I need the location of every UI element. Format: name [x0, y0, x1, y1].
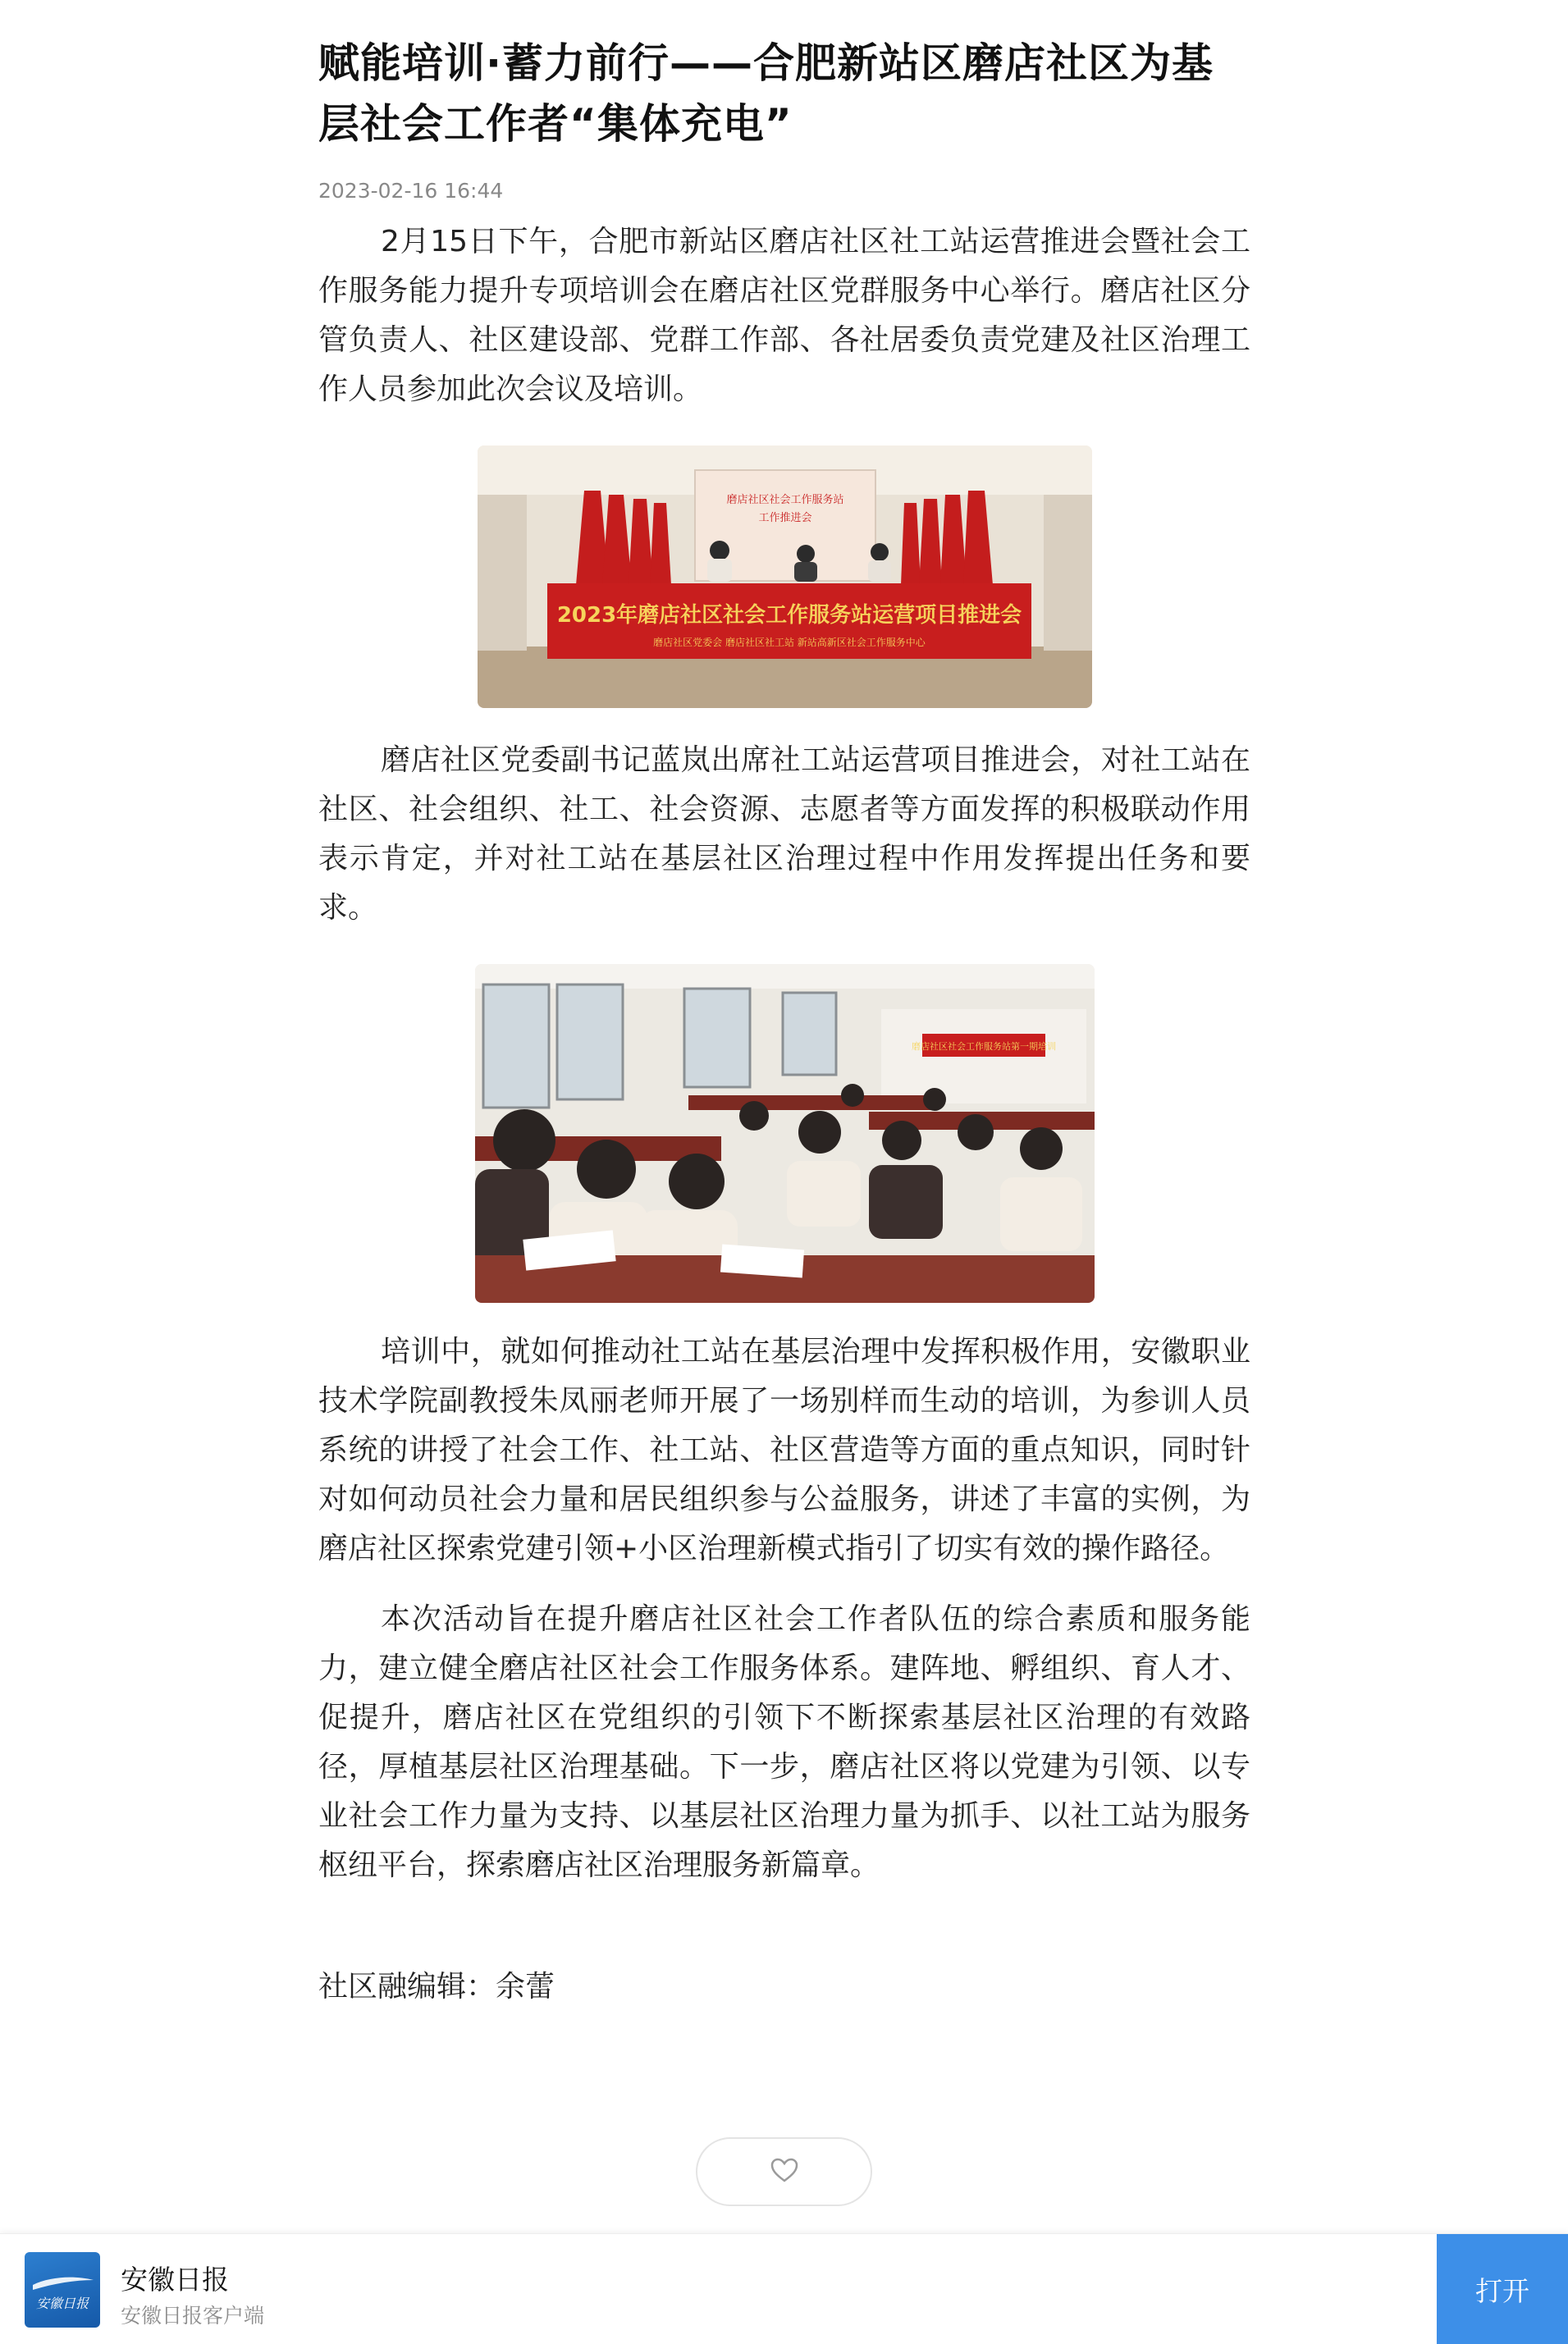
training-photo[interactable] — [475, 964, 1095, 1303]
like-button[interactable] — [696, 2137, 872, 2206]
paragraph-3: 培训中，就如何推动社工站在基层治理中发挥积极作用，安徽职业技术学院副教授朱凤丽老师开展了一场别样而生动的培训，为参训人员系统的讲授了社会工作、社工站、社区营造等方面的重点知识，同时针对如何动员社会力量和居民组织参与公益服务，讲述了丰富的实例，为磨店社区探索党建引领+小区治理新模式指引了切实有效的操作路径。 — [318, 1335, 1250, 1565]
banner-sub: 磨店社区党委会 磨店社区社工站 新站高新区社会工作服务中心 — [652, 637, 926, 648]
publish-date: 2023-02-16 16:44 — [318, 179, 504, 203]
screen-line-2: 工作推进会 — [757, 512, 812, 524]
app-name: 安徽日报 — [121, 2264, 229, 2296]
anhui-daily-logo[interactable] — [25, 2252, 100, 2328]
article-title: 赋能培训·蓄力前行——合肥新站区磨店社区为基层社会工作者“集体充电” — [318, 39, 1214, 148]
paragraph-4: 本次活动旨在提升磨店社区社会工作者队伍的综合素质和服务能力，建立健全磨店社区社会工作服务体系。建阵地、孵组织、育人才、促提升，磨店社区在党组织的引领下不断探索基层社区治理的有效路径，厚植基层社区治理基础。下一步，磨店社区将以党建为引领、以专业社会工作力量为支持、以基层社区治理力量为抓手、以社工站为服务枢纽平台，探索磨店社区治理服务新篇章。 — [318, 1602, 1250, 1882]
training-banner: 磨店社区社会工作服务站第一期培训 — [911, 1041, 1056, 1052]
app-subtitle: 安徽日报客户端 — [121, 2304, 265, 2328]
heart-outline-icon — [770, 2158, 798, 2186]
article — [318, 33, 1250, 2012]
meeting-photo[interactable] — [478, 445, 1092, 708]
paragraph-2: 磨店社区党委副书记蓝岚出席社工站运营项目推进会，对社工站在社区、社会组织、社工、社会资源、志愿者等方面发挥的积极联动作用表示肯定，并对社工站在基层社区治理过程中作用发挥提出任务和要求。 — [318, 743, 1250, 925]
svg-text:安徽日报: 安徽日报 — [35, 2296, 89, 2311]
open-app-button[interactable]: 打开 — [1437, 2234, 1568, 2344]
app-download-bar — [0, 2233, 1568, 2344]
editor-credit: 社区融编辑：余蕾 — [318, 1970, 555, 2004]
paragraph-1: 2月15日下午，合肥市新站区磨店社区社工站运营推进会暨社会工作服务能力提升专项培训会在磨店社区党群服务中心举行。磨店社区分管负责人、社区建设部、党群工作部、各社居委负责党建及社区治理工作人员参加此次会议及培训。 — [318, 225, 1250, 406]
banner-main: 2023年磨店社区社会工作服务站运营项目推进会 — [556, 603, 1022, 628]
screen-line-1: 磨店社区社会工作服务站 — [725, 494, 844, 506]
